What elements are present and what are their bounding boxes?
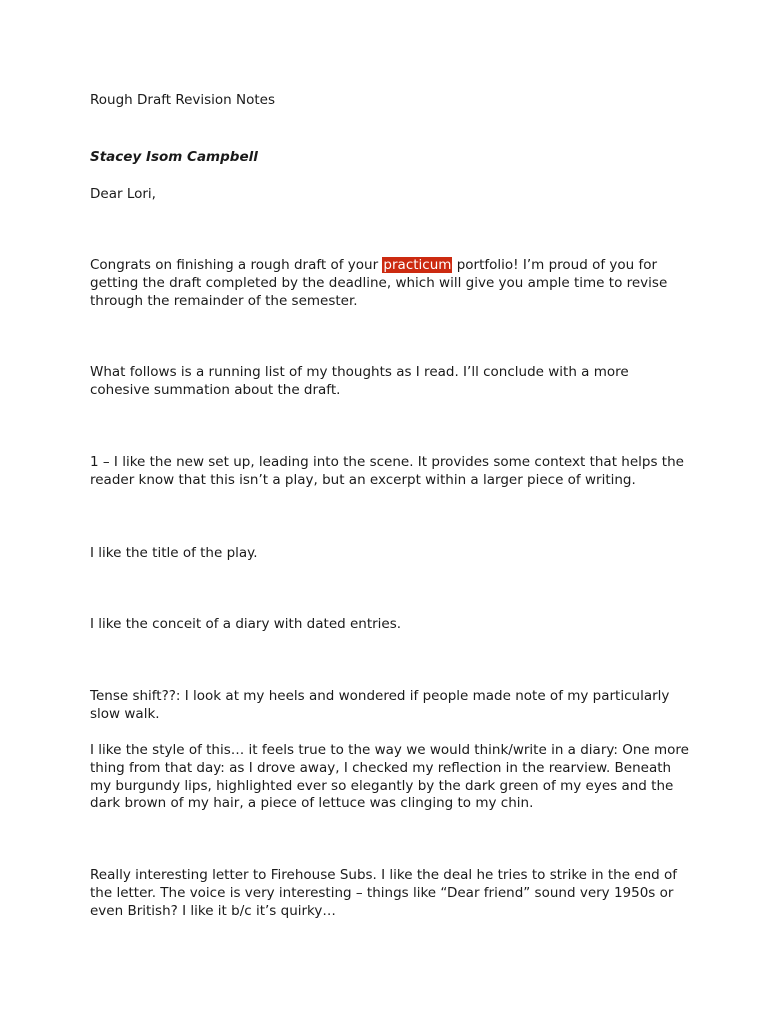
paragraph-congrats-end: portfolio! I’m proud of you for getting the draft completed by the deadline, which will give you ample time to revise through the remainder of the semester. (90, 257, 668, 309)
paragraph-diary-note: I like the conceit of a diary with dated entries. (90, 616, 402, 632)
paragraph-congrats (90, 257, 690, 310)
paragraph-congrats-start: Congrats on finishing a rough draft of your (90, 257, 383, 273)
paragraph-title-note: I like the title of the play. (90, 545, 258, 561)
author-name: Stacey Isom Campbell (90, 149, 258, 165)
paragraph-style-note: I like the style of this… it feels true to the way we would think/write in a diary: One more thing from that day: as I drove away, I checked my reflection in the rearview. Beneath my burgundy lips, highlighted ever so elegantly by the dark green of my eyes and the dark brown of my hair, a piece of lettuce was clinging to my chin. (90, 742, 689, 812)
paragraph-letter-note: Really interesting letter to Firehouse Subs. I like the deal he tries to strike in the end of the letter. The voice is very interesting – things like “Dear friend” sound very 1950s or even British? I like it b/c it’s quirky… (90, 867, 678, 919)
highlighted-word: practicum (383, 257, 452, 273)
paragraph-tense-shift: Tense shift??: I look at my heels and wondered if people made note of my particularly slow walk. (90, 688, 670, 722)
paragraph-note-1: 1 – I like the new set up, leading into the scene. It provides some context that helps the reader know that this isn’t a play, but an excerpt within a larger piece of writing. (90, 454, 684, 488)
paragraph-intro-list: What follows is a running list of my thoughts as I read. I’ll conclude with a more cohesive summation about the draft. (90, 364, 629, 398)
salutation: Dear Lori, (90, 186, 156, 202)
document-heading: Rough Draft Revision Notes (90, 92, 276, 108)
